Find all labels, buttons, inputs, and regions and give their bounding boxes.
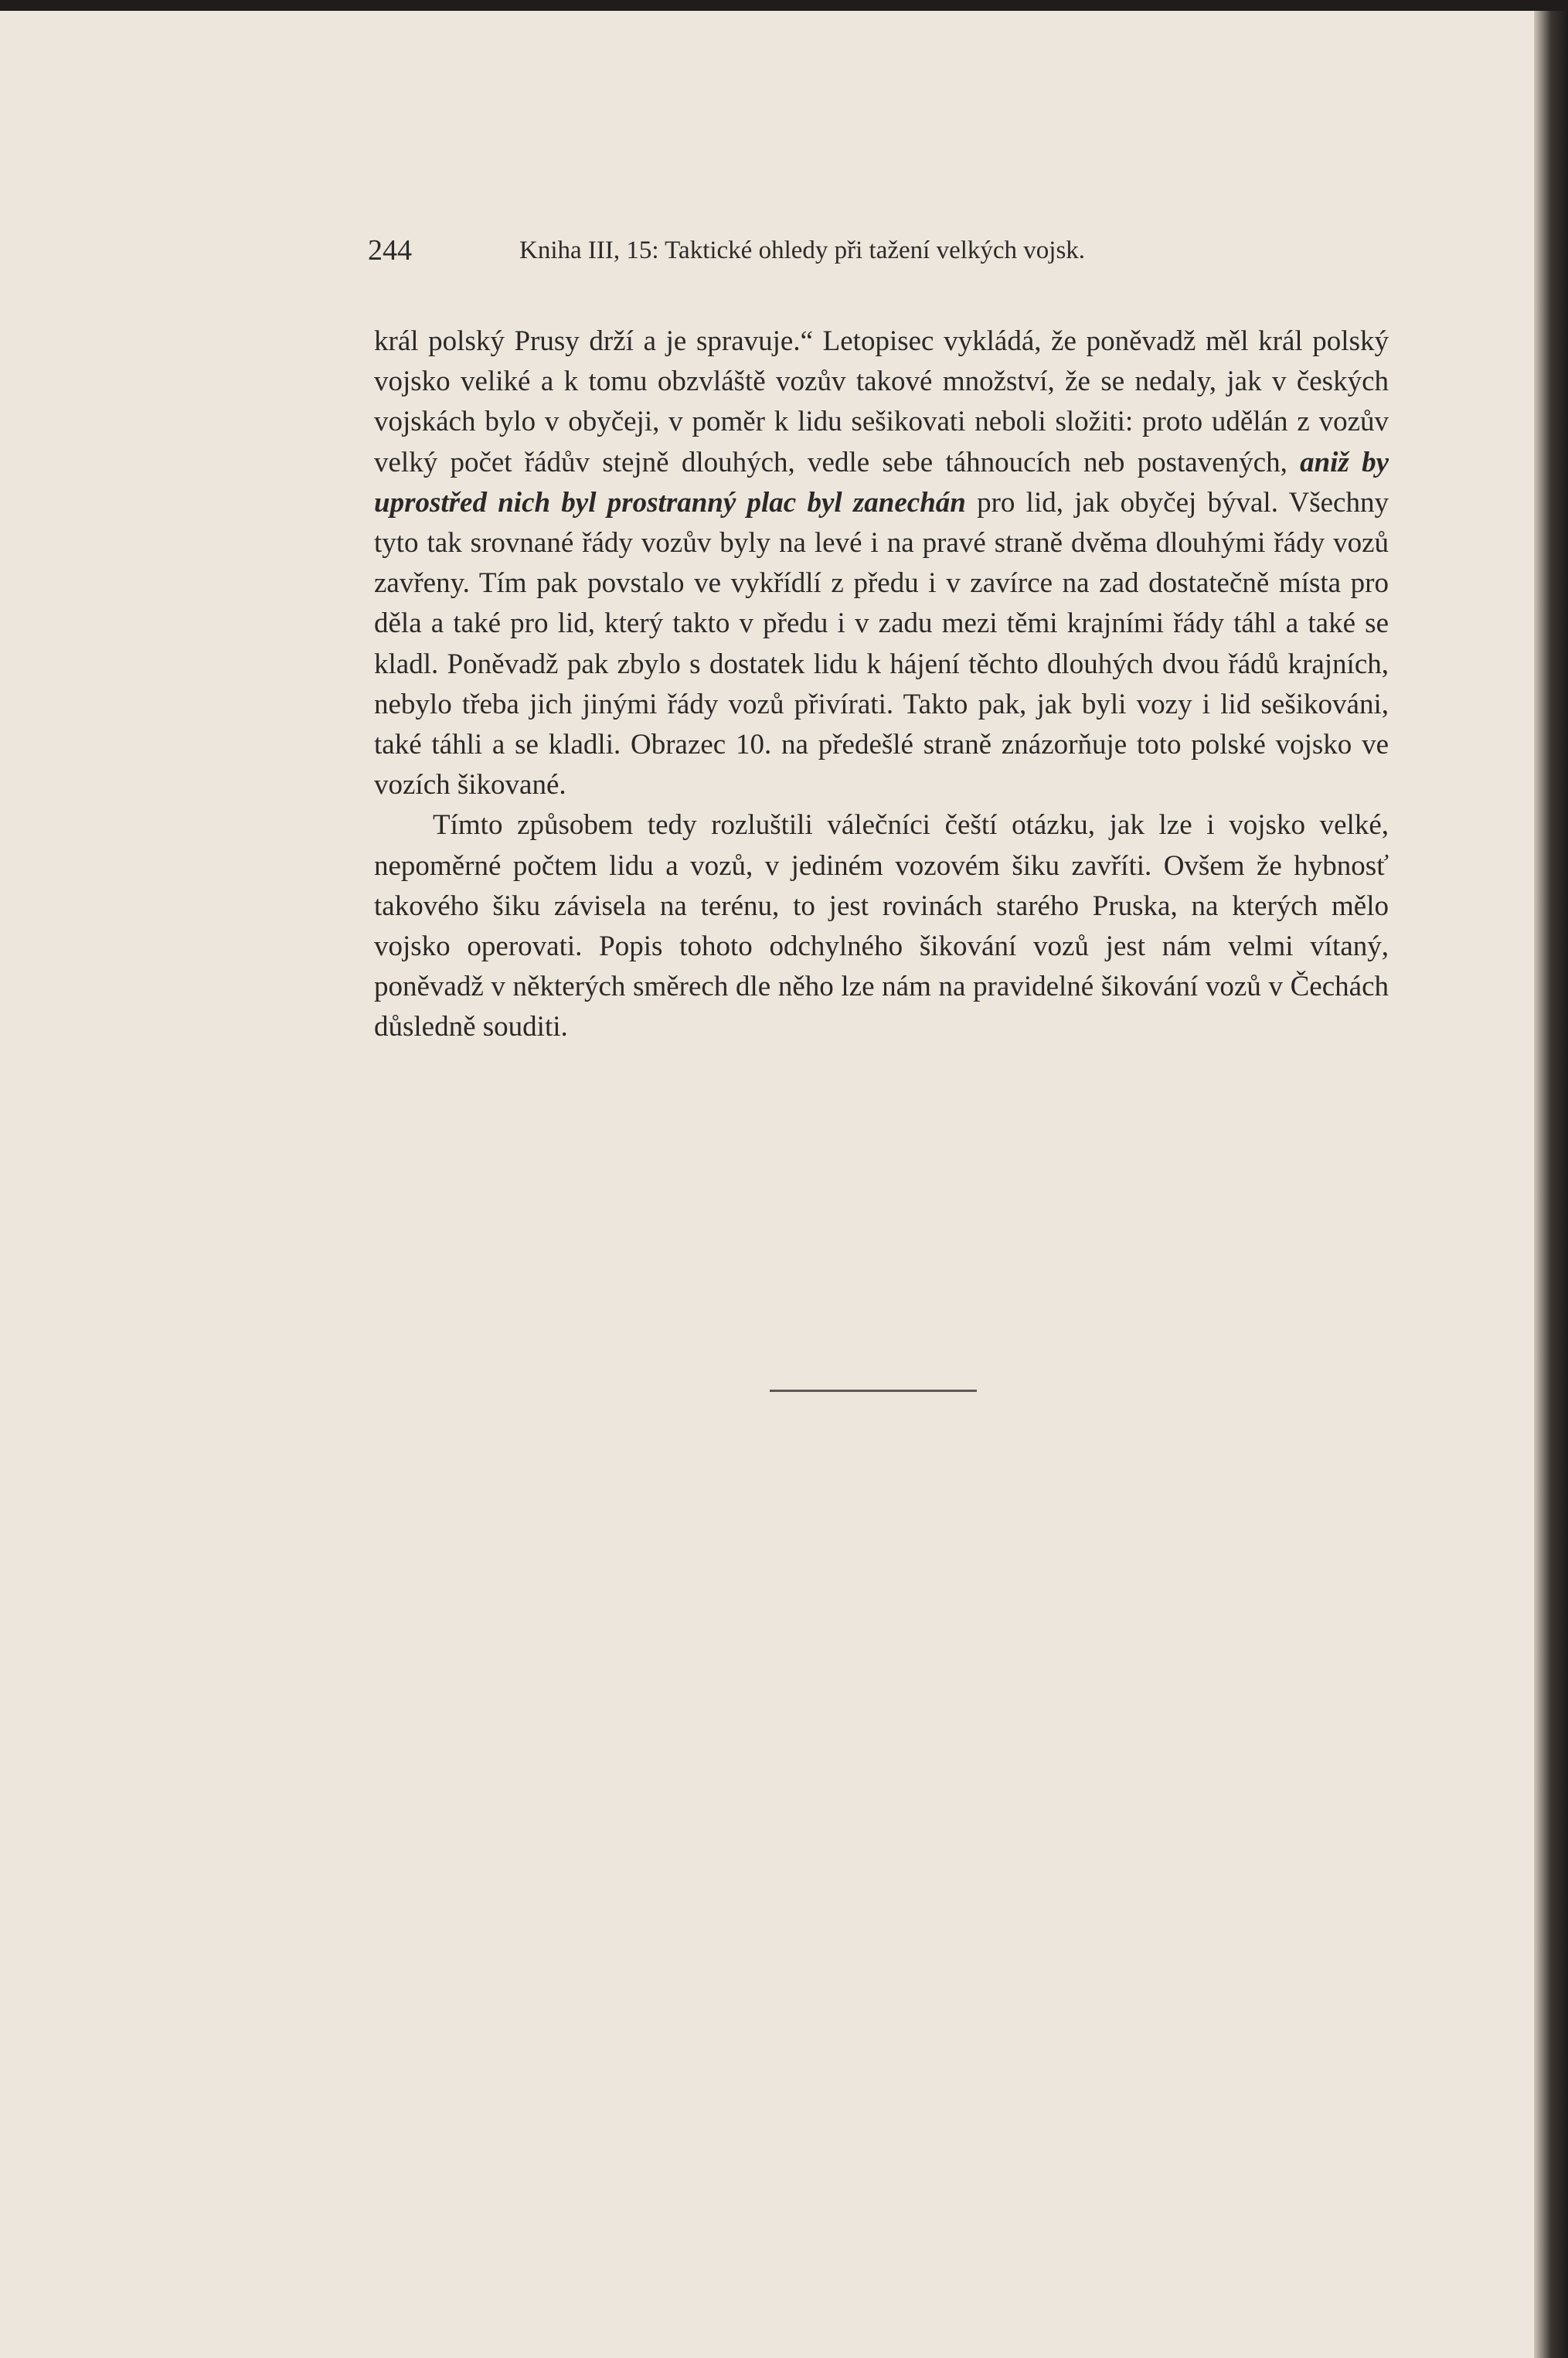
paragraph-1 bbox=[374, 322, 1389, 805]
paragraph-1-emphasis: aniž by uprostřed nich byl prostranný plac byl zanechán bbox=[374, 446, 1389, 519]
running-head: Kniha III, 15: Taktické ohledy při tažení velkých vojsk. bbox=[519, 236, 1086, 264]
paragraph-1-text-end: pro lid, jak obyčej býval. Všechny tyto tak srovnané řády vozův byly na levé i na pravé straně dvěma dlouhými řády vozů zavřeny. Tím pak povstalo ve vykřídlí z předu i v zavírce na zad dostatečně místa pro děla a také pro lid, který takto v předu i v zadu mezi těmi krajními řády táhl a také se kladl. Poněvadž pak zbylo s dostatek lidu k hájení těchto dlouhých dvou řádů krajních, nebylo třeba jich jinými řády vozů přivírati. Takto pak, jak byli vozy i lid sešikováni, také táhli a se kladli. Obrazec 10. na předešlé straně znázorňuje toto polské vojsko ve vozích šikované. bbox=[374, 486, 1389, 801]
scan-right-edge bbox=[1534, 11, 1568, 2358]
scan-top-edge bbox=[0, 0, 1568, 11]
page-number: 244 bbox=[368, 234, 412, 267]
paragraph-1-text-start: král polský Prusy drží a je spravuje.“ Letopisec vykládá, že poněvadž měl král polský vojsko veliké a k tomu obzvláště vozův takové množství, že se nedaly, jak v českých vojskách bylo v obyčeji, v poměr k lidu sešikovati neboli složiti: proto udělán z vozův velký počet řádův stejně dlouhých, vedle sebe táhnoucích neb postavených, bbox=[374, 325, 1389, 478]
book-page bbox=[0, 11, 1534, 2358]
paragraph-2: Tímto způsobem tedy rozluštili válečníci čeští otázku, jak lze i vojsko velké, nepoměrné počtem lidu a vozů, v jediném vozovém šiku zavříti. Ovšem že hybnosť takového šiku závisela na terénu, to jest rovinách starého Pruska, na kterých mělo vojsko operovati. Popis tohoto odchylného šikování vozů jest nám velmi vítaný, poněvadž v některých směrech dle něho lze nám na pravidelné šikování vozů v Čechách důsledně souditi. bbox=[374, 809, 1389, 1043]
page-header bbox=[368, 233, 1396, 269]
section-end-rule bbox=[770, 1390, 977, 1392]
body-text bbox=[374, 322, 1389, 1048]
